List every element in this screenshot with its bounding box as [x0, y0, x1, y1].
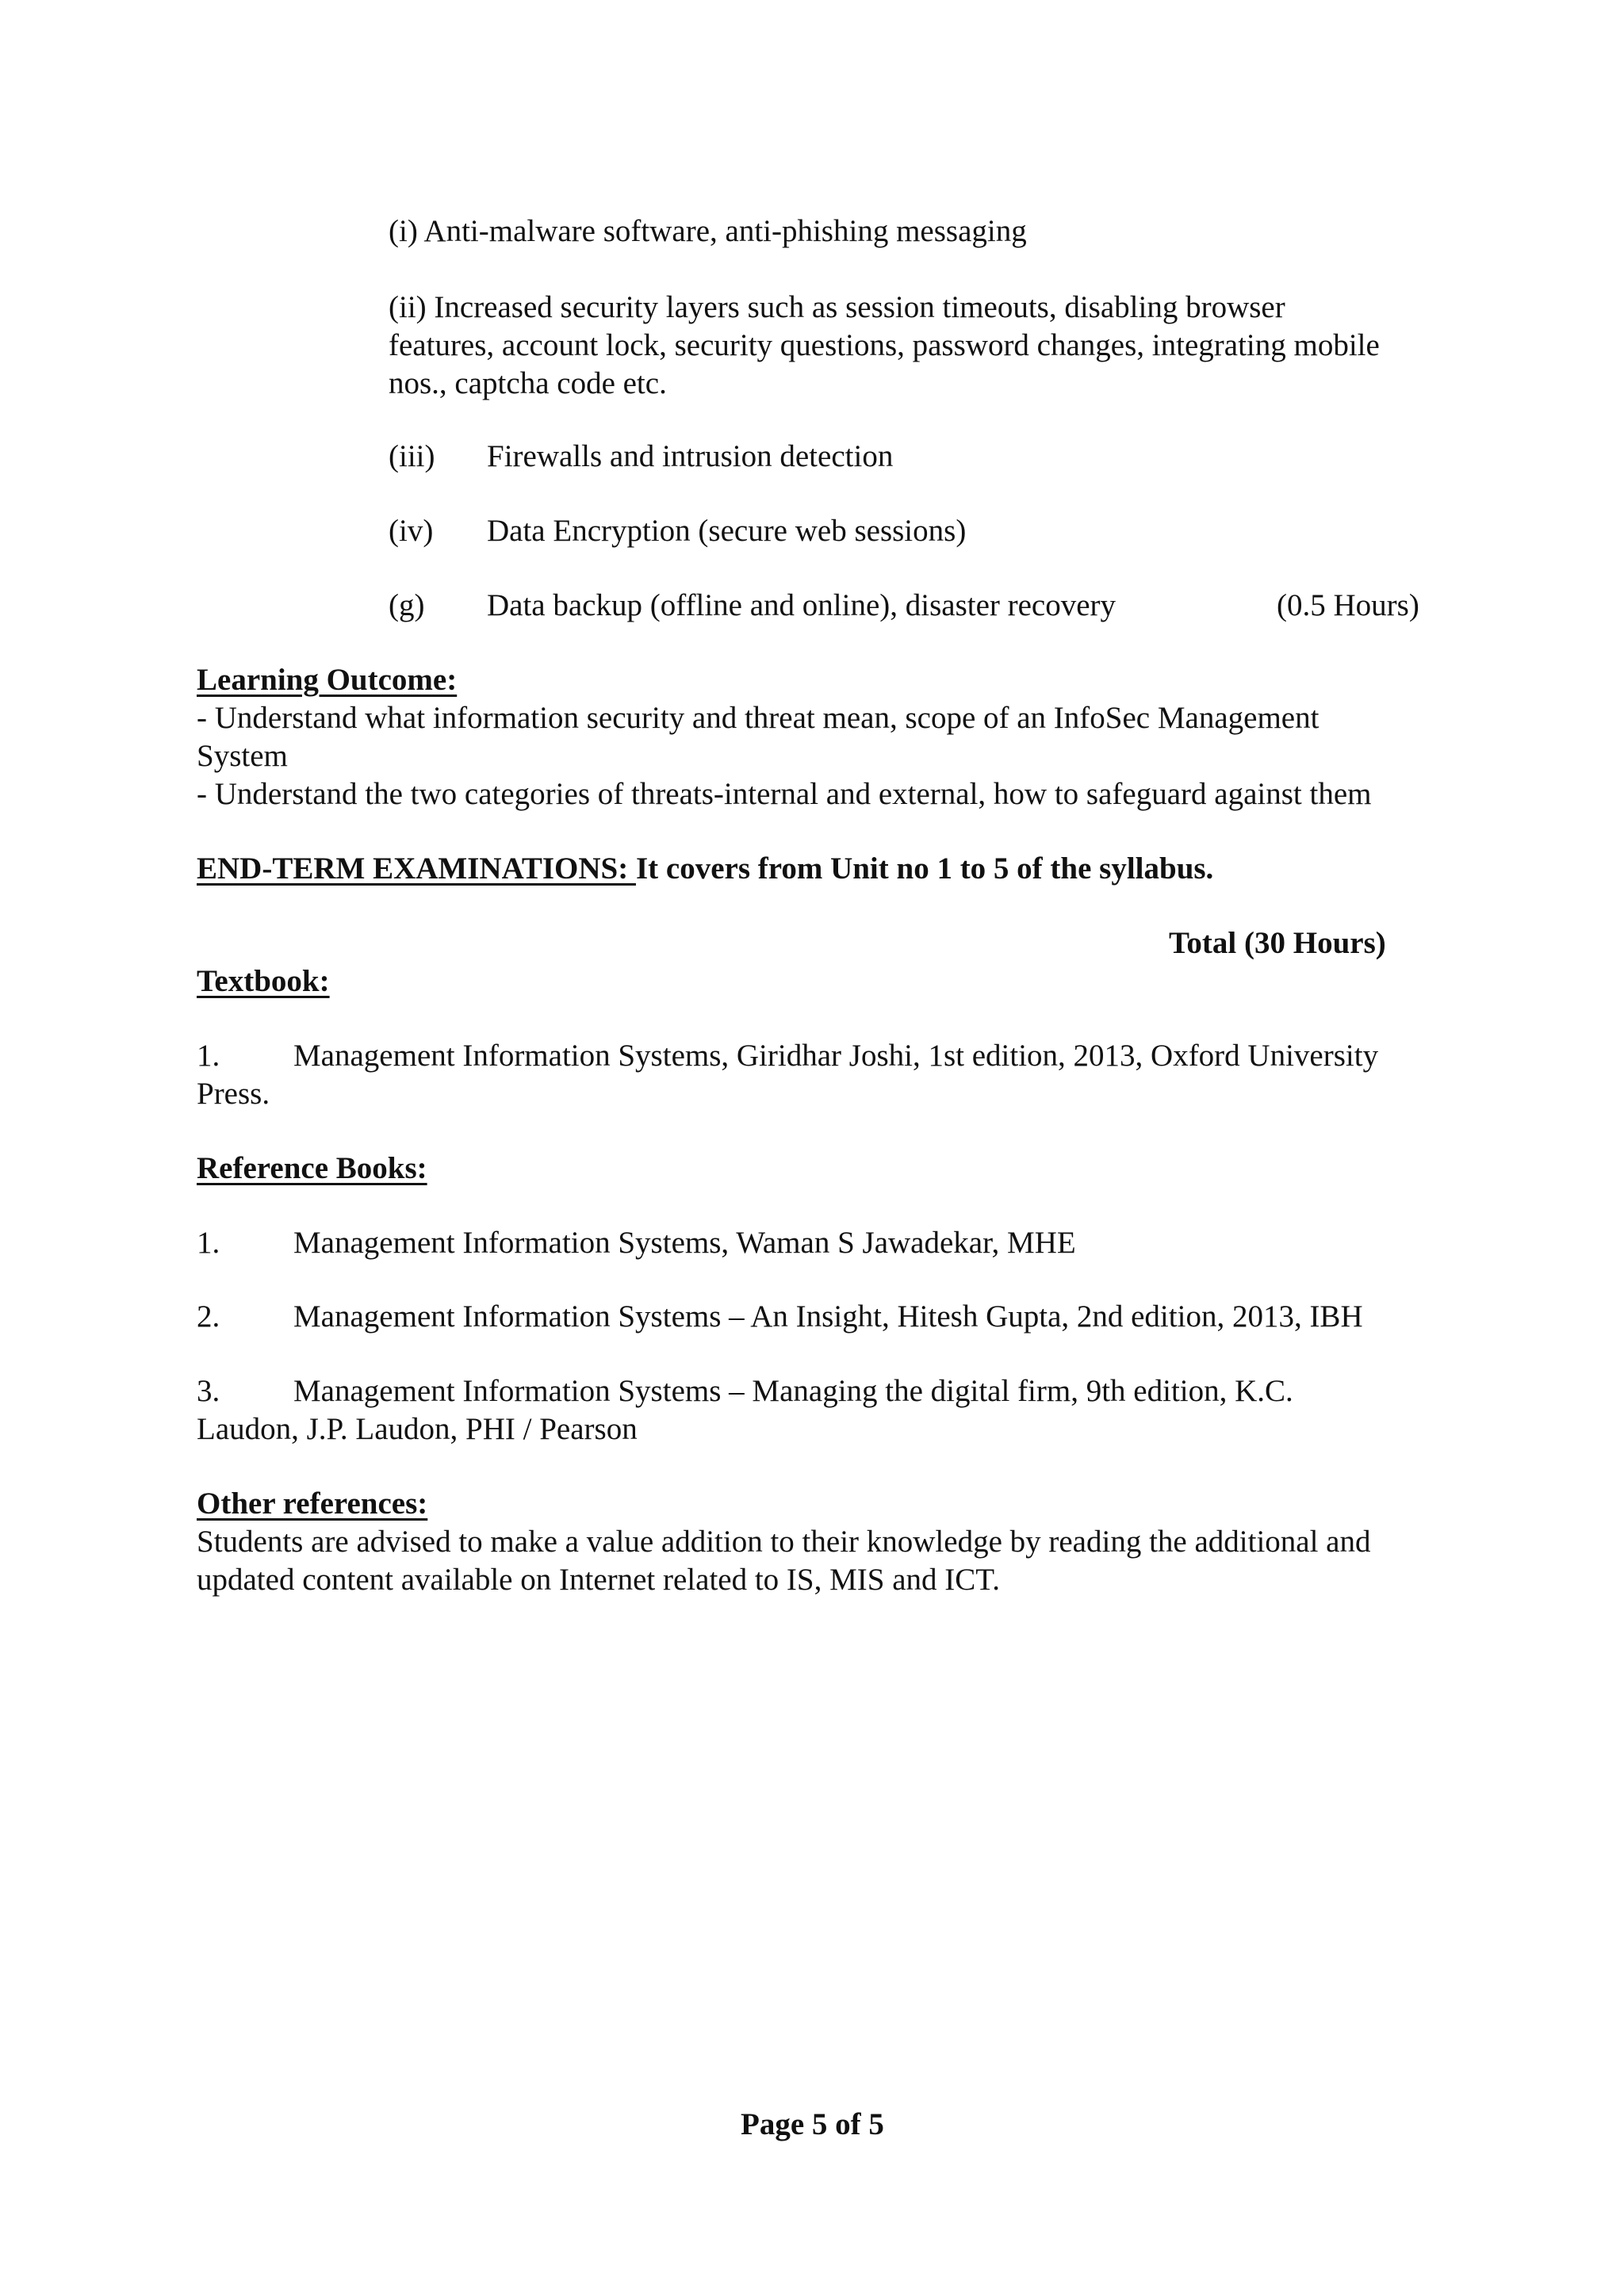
other-references-heading: Other references: — [197, 1487, 428, 1521]
item-ii-line3: nos., captcha code etc. — [389, 366, 667, 400]
page-number: Page 5 of 5 — [741, 2107, 884, 2141]
item-g-hours: (0.5 Hours) — [1277, 588, 1419, 622]
other-references-line2: updated content available on Internet related to IS, MIS and ICT. — [197, 1563, 1000, 1597]
reference-item-1: Management Information Systems, Waman S Jawadekar, MHE — [293, 1226, 1076, 1260]
reference-num-3: 3. — [197, 1374, 220, 1408]
total-hours: Total (30 Hours) — [1169, 926, 1386, 960]
learning-outcome-heading: Learning Outcome: — [197, 663, 458, 697]
reference-num-1: 1. — [197, 1226, 220, 1260]
item-iii-text: Firewalls and intrusion detection — [487, 439, 894, 473]
textbook-item-1-line1: Management Information Systems, Giridhar Joshi, 1st edition, 2013, Oxford University — [293, 1039, 1379, 1073]
item-ii-line2: features, account lock, security questions, password changes, integrating mobile — [389, 328, 1380, 362]
learning-outcome-line2: System — [197, 739, 288, 773]
reference-item-3-line2: Laudon, J.P. Laudon, PHI / Pearson — [197, 1412, 638, 1446]
end-term-label: END-TERM EXAMINATIONS: — [197, 851, 636, 886]
item-ii-line1: (ii) Increased security layers such as session timeouts, disabling browser — [389, 290, 1285, 324]
end-term-line — [197, 850, 1213, 888]
item-g-text: Data backup (offline and online), disaster recovery — [487, 588, 1116, 622]
other-references-line1: Students are advised to make a value addition to their knowledge by reading the additional and — [197, 1525, 1371, 1559]
end-term-text: It covers from Unit no 1 to 5 of the syllabus. — [635, 851, 1214, 886]
textbook-item-1-line2: Press. — [197, 1077, 270, 1111]
item-iv-marker: (iv) — [389, 514, 434, 548]
reference-num-2: 2. — [197, 1299, 220, 1334]
reference-item-3-line1: Management Information Systems – Managing the digital firm, 9th edition, K.C. — [293, 1374, 1293, 1408]
item-iii-marker: (iii) — [389, 439, 435, 473]
reference-item-2: Management Information Systems – An Insight, Hitesh Gupta, 2nd edition, 2013, IBH — [293, 1299, 1363, 1334]
learning-outcome-line1: - Understand what information security and threat mean, scope of an InfoSec Management — [197, 701, 1320, 735]
item-g-marker: (g) — [389, 588, 425, 622]
textbook-num-1: 1. — [197, 1039, 220, 1073]
learning-outcome-line3: - Understand the two categories of threats-internal and external, how to safeguard against them — [197, 777, 1372, 811]
textbook-heading: Textbook: — [197, 964, 330, 998]
item-iv-text: Data Encryption (secure web sessions) — [487, 514, 967, 548]
reference-books-heading: Reference Books: — [197, 1151, 427, 1185]
item-i: (i) Anti-malware software, anti-phishing messaging — [389, 214, 1027, 248]
